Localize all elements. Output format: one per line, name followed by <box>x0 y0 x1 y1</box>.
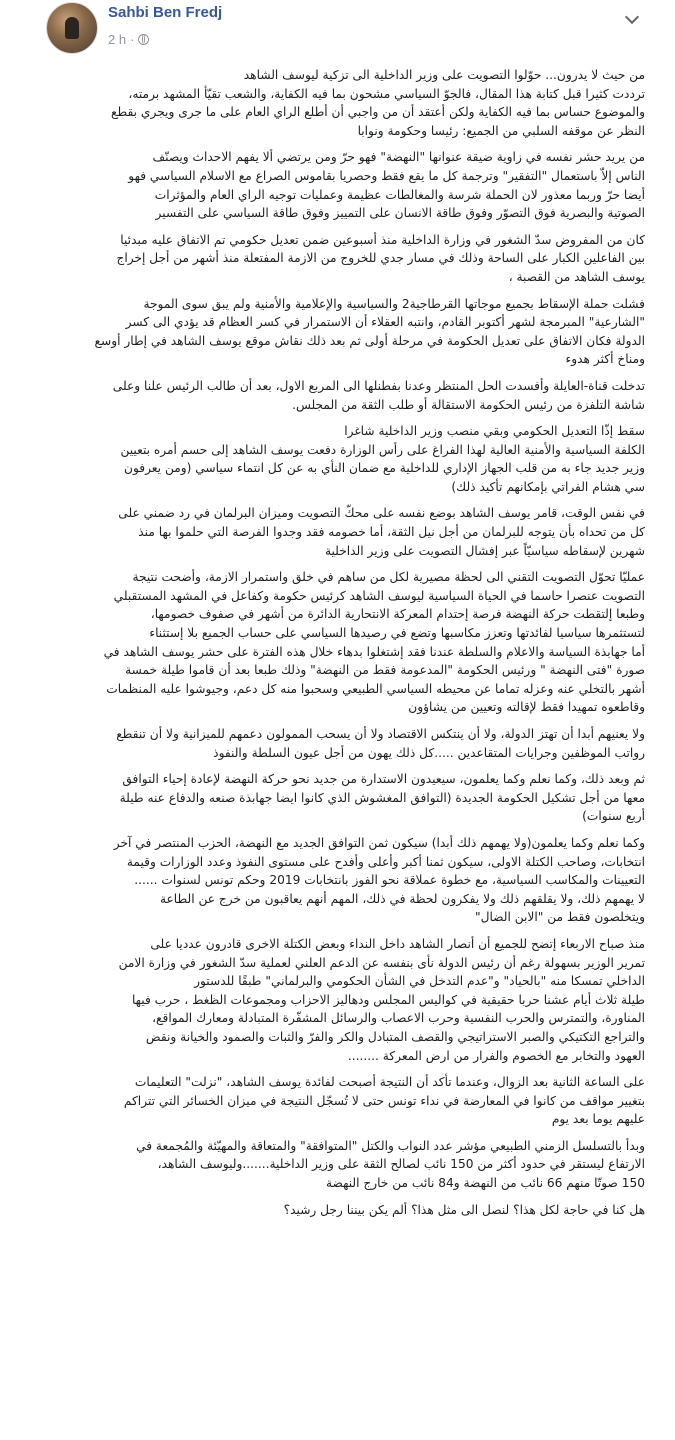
globe-icon[interactable] <box>138 34 149 45</box>
post-paragraph: وبدأ بالتسلسل الزمني الطبيعي مؤشر عدد النواب والكتل "المتوافقة" والمتعاقة والمهيّئة والمُجمعة في الارتفاع ليستقر في حدود أكثر من 150 نائب لصالح الثقة على وزير الداخلية.......وليوسف الشاهد، 150 صوتّا منهم 66 نائب من النهضة و84 نائب من خارج النهضة <box>136 1138 645 1191</box>
post-paragraph: وكما نعلم وكما يعلمون(ولا يهمهم ذلك أبدا) سيكون ثمن التوافق الجديد مع النهضة، الحزب المنتصر في آخر انتخابات، وصاحب الكتلة الاولى، سيكون ثمنا أكبر وأعلى وأفدح على مستوى النفوذ وعدد الوزارات وقيمة التعيينات والمكاسب السياسية، مع خطوة عملاقة نحو الفوز بانتخابات 2019 وحكم تونس لسنوات ...... لا يهمهم ذلك، ولا يقلقهم ذلك ولا يفكرون لحظة في ذلك، المهم أنهم يعاقبون من خرج عن الطاعة ويتخلصون فقط من "الابن الضال" <box>113 835 645 925</box>
chevron-down-icon[interactable] <box>625 12 639 26</box>
post-body <box>30 66 645 1227</box>
post-paragraph: تدخلت قناة-العايلة وأفسدت الحل المنتظر وعدنا بفطنلها الى المربع الاول، بعد أن طالب الرئيس علنا وعلى شاشة التلفزة من رئيس الحكومة الاستقالة أو طلب الثقة من المجلس. <box>112 378 645 412</box>
post-paragraph: سقط إذّا التعديل الحكومي وبقي منصب وزير الداخلية شاغرا الكلفة السياسية والأمنية العالية لهذا الفراغ على رأس الوزارة دفعت يوسف الشاهد إلى حسم أمره بتعيين وزير جديد جاء به من قلب الجهاز الإداري للداخلية مع ضمان النأي به عن كل انتماء سياسي (ومن يعرفون سي هشام الفراتي بإمكانهم تأكيد ذلك) <box>120 424 645 494</box>
post-paragraph: ولا يعنيهم أبدا أن تهتز الدولة، ولا أن ينتكس الاقتصاد ولا أن يسحب الممولون دعمهم للميزانية ولا أن تنقطع رواتب الموظفين وجرايات المتقاعدين .....كل ذلك يهون من أجل عيون السلطة والنفوذ <box>116 727 645 760</box>
post-paragraph: فشلت حملة الإسقاط بجميع موجاتها القرطاجية2 والسياسية والإعلامية والأمنية ولم يبق سوى الموجة "الشارعية" المبرمجة لشهر أكتوبر القادم، وانتبه العقلاء أن الاستمرار في كسر العظام قد يؤدي الى كسر الدولة فكان الاتفاق على تعديل الحكومة في مرحلة أولى ثم بعد ذلك نقاش موقع يوسف الشاهد في إطار أوسع ومناخ أكثر هدوء <box>94 296 645 367</box>
post-meta: 2 h · <box>108 32 149 47</box>
post-paragraph: هل كنا في حاجة لكل هذا؟ لنصل الى مثل هذا؟ ألم يكن بيننا رجل رشيد؟ <box>283 1202 645 1217</box>
post-paragraph: من يريد حشر نفسه في زاوية ضيقة عنوانها "النهضة" فهو حرّ ومن يرتضي ألا يفهم الاحداث ويصنّف الناس إلاّ باستعمال "التفقير" وترجمة كل ما يقع فقط وحصريا بقاموس الصراع مع الاسلام السياسي فهو أيضا حرّ وربما معذور لان الحملة شرسة والمغالطات عظيمة وعمليات توجيه الراي العام والمؤثرات الصوتية والبصرية فوق التصوّر وفوق طاقة الانسان على التمييز وفوق طاقة السياسي على التفسير <box>128 150 645 221</box>
avatar[interactable] <box>46 2 98 54</box>
post-time[interactable]: 2 h <box>108 32 127 47</box>
post-paragraph: من حيث لا يدرون... حوّلوا التصويت على وزير الداخلية الى تزكية ليوسف الشاهد ترددت كثيرا قبل كتابة هذا المقال، فالجوّ السياسي مشحون بما فيه الكفاية، والشعب تقيّأ المشهد برمته، والموضوع حساس بما فيه الكفاية ولكن أعتقد أن من واجبي أن أطلع الراي العام على ما جرى ويجري بقطع النظر عن موقفه السلبي من الجميع: رئيسا وحكومة ونوابا <box>111 68 645 138</box>
post-paragraph: في نفس الوقت، قامر يوسف الشاهد بوضع نفسه على محكّ التصويت وميزان البرلمان في رد ضمني على كل من تحداه بأن يتوجه للبرلمان من أجل نيل الثقة، أما خصومه فقد وجدوا الفرصة التي حلموا بها منذ شهرين لإسقاطه سياسيّاً عبر إفشال التصويت على وزير الداخلية <box>118 506 645 558</box>
post-paragraph: ثم وبعد ذلك، وكما نعلم وكما يعلمون، سيعيدون الاستدارة من جديد نحو حركة النهضة لإعادة إحياء التوافق معها من أجل تشكيل الحكومة الجديدة (التوافق المغشوش الذي كانوا ايضا جهابذة صنعه والدفاع عنه طيلة أربع سنوات) <box>119 772 645 824</box>
post-header <box>0 0 675 68</box>
author-name[interactable]: Sahbi Ben Fredj <box>108 4 223 21</box>
post-paragraph: منذ صباح الاربعاء إتضح للجميع أن أنصار الشاهد داخل النداء وبعض الكتلة الاخرى قادرون عدديا على تمرير الوزير بسهولة رغم أن رئيس الدولة نأى بنفسه عن الدعم العلني لعملية سدّ الشغور في وزارة الامن الداخلي تمسكا منه "بالحياد" و"عدم التدخل في الشأن الحكومي والبرلماني" طبقًا للدستور طيلة ثلاث أيام عشنا حربا حقيقية في كواليس المجلس ودهاليز الاحزاب ومجموعات الظغط ، حرب فيها المناورة، والتمترس والحرب النفسية وحرب الاعصاب والرسائل المشفّرة المتبادلة ومعارك المواقع، والتراجع التكتيكي والصبر الاستراتيجي والقصف المتبادل والكر والفرّ والثبات والصمود والخيانة ونقض العهود والتخابر مع الخصوم والفرار من ارض المعركة ........ <box>118 936 645 1063</box>
post-paragraph: على الساعة الثانية بعد الزوال، وعندما تأكد أن النتيجة أصبحت لفائدة يوسف الشاهد، "نزلت" التعليمات بتغيير مواقف من كانوا في المعارضة في نداء تونس حتى لا تُسجّل النتيجة في ميزان الخسائر التي تتراكم عليهم يوما بعد يوم <box>123 1075 645 1127</box>
post-paragraph: كان من المفروض سدّ الشغور في وزارة الداخلية منذ أسبوعين ضمن تعديل حكومي تم الاتفاق عليه مبدئيا بين الفاعلين الكبار على الساحة وذلك في مسار جدي للخروج من الازمة المفتعلة منذ أشهر من أجل إخراج يوسف الشاهد من القصبة ، <box>116 232 645 284</box>
post-paragraph: عمليّا تحوّل التصويت التقني الى لحظة مصيرية لكل من ساهم في خلق واستمرار الازمة، وأضحت نتيجة التصويت عنصرا حاسما في الحياة السياسية ليوسف الشاهد كرئيس حكومة وكفاعل في المشهد المستقبلي وطبعا إلتقطت حركة النهضة فرصة إحتدام المعركة الانتحارية الدائرة من أشهر في صفوف خصومها، لتستثمرها سياسيا لفائدتها وتعزز مكاسبها وتضع في رصيدها السياسي على حساب الجميع بلا إستثناء أما جهابذة السياسة والاعلام والسلطة عندنا فقد إشتغلوا بدهاء خلال هذه الفترة على حشر يوسف الشاهد في صورة "فتى النهضة " ورئيس الحكومة "المدعومة فقط من النهضة" وذلك طبعا بعد أن قاموا طيلة خمسة أشهر بالتخلي عنه وعزله تماما عن محيطه السياسي الطبيعي وسحبوا منه كل دعم، وجيوشوا عليه المنظمات وقاطعوه تمهيدا فقط لإقالته وتعيين من يشاؤون <box>103 570 645 715</box>
